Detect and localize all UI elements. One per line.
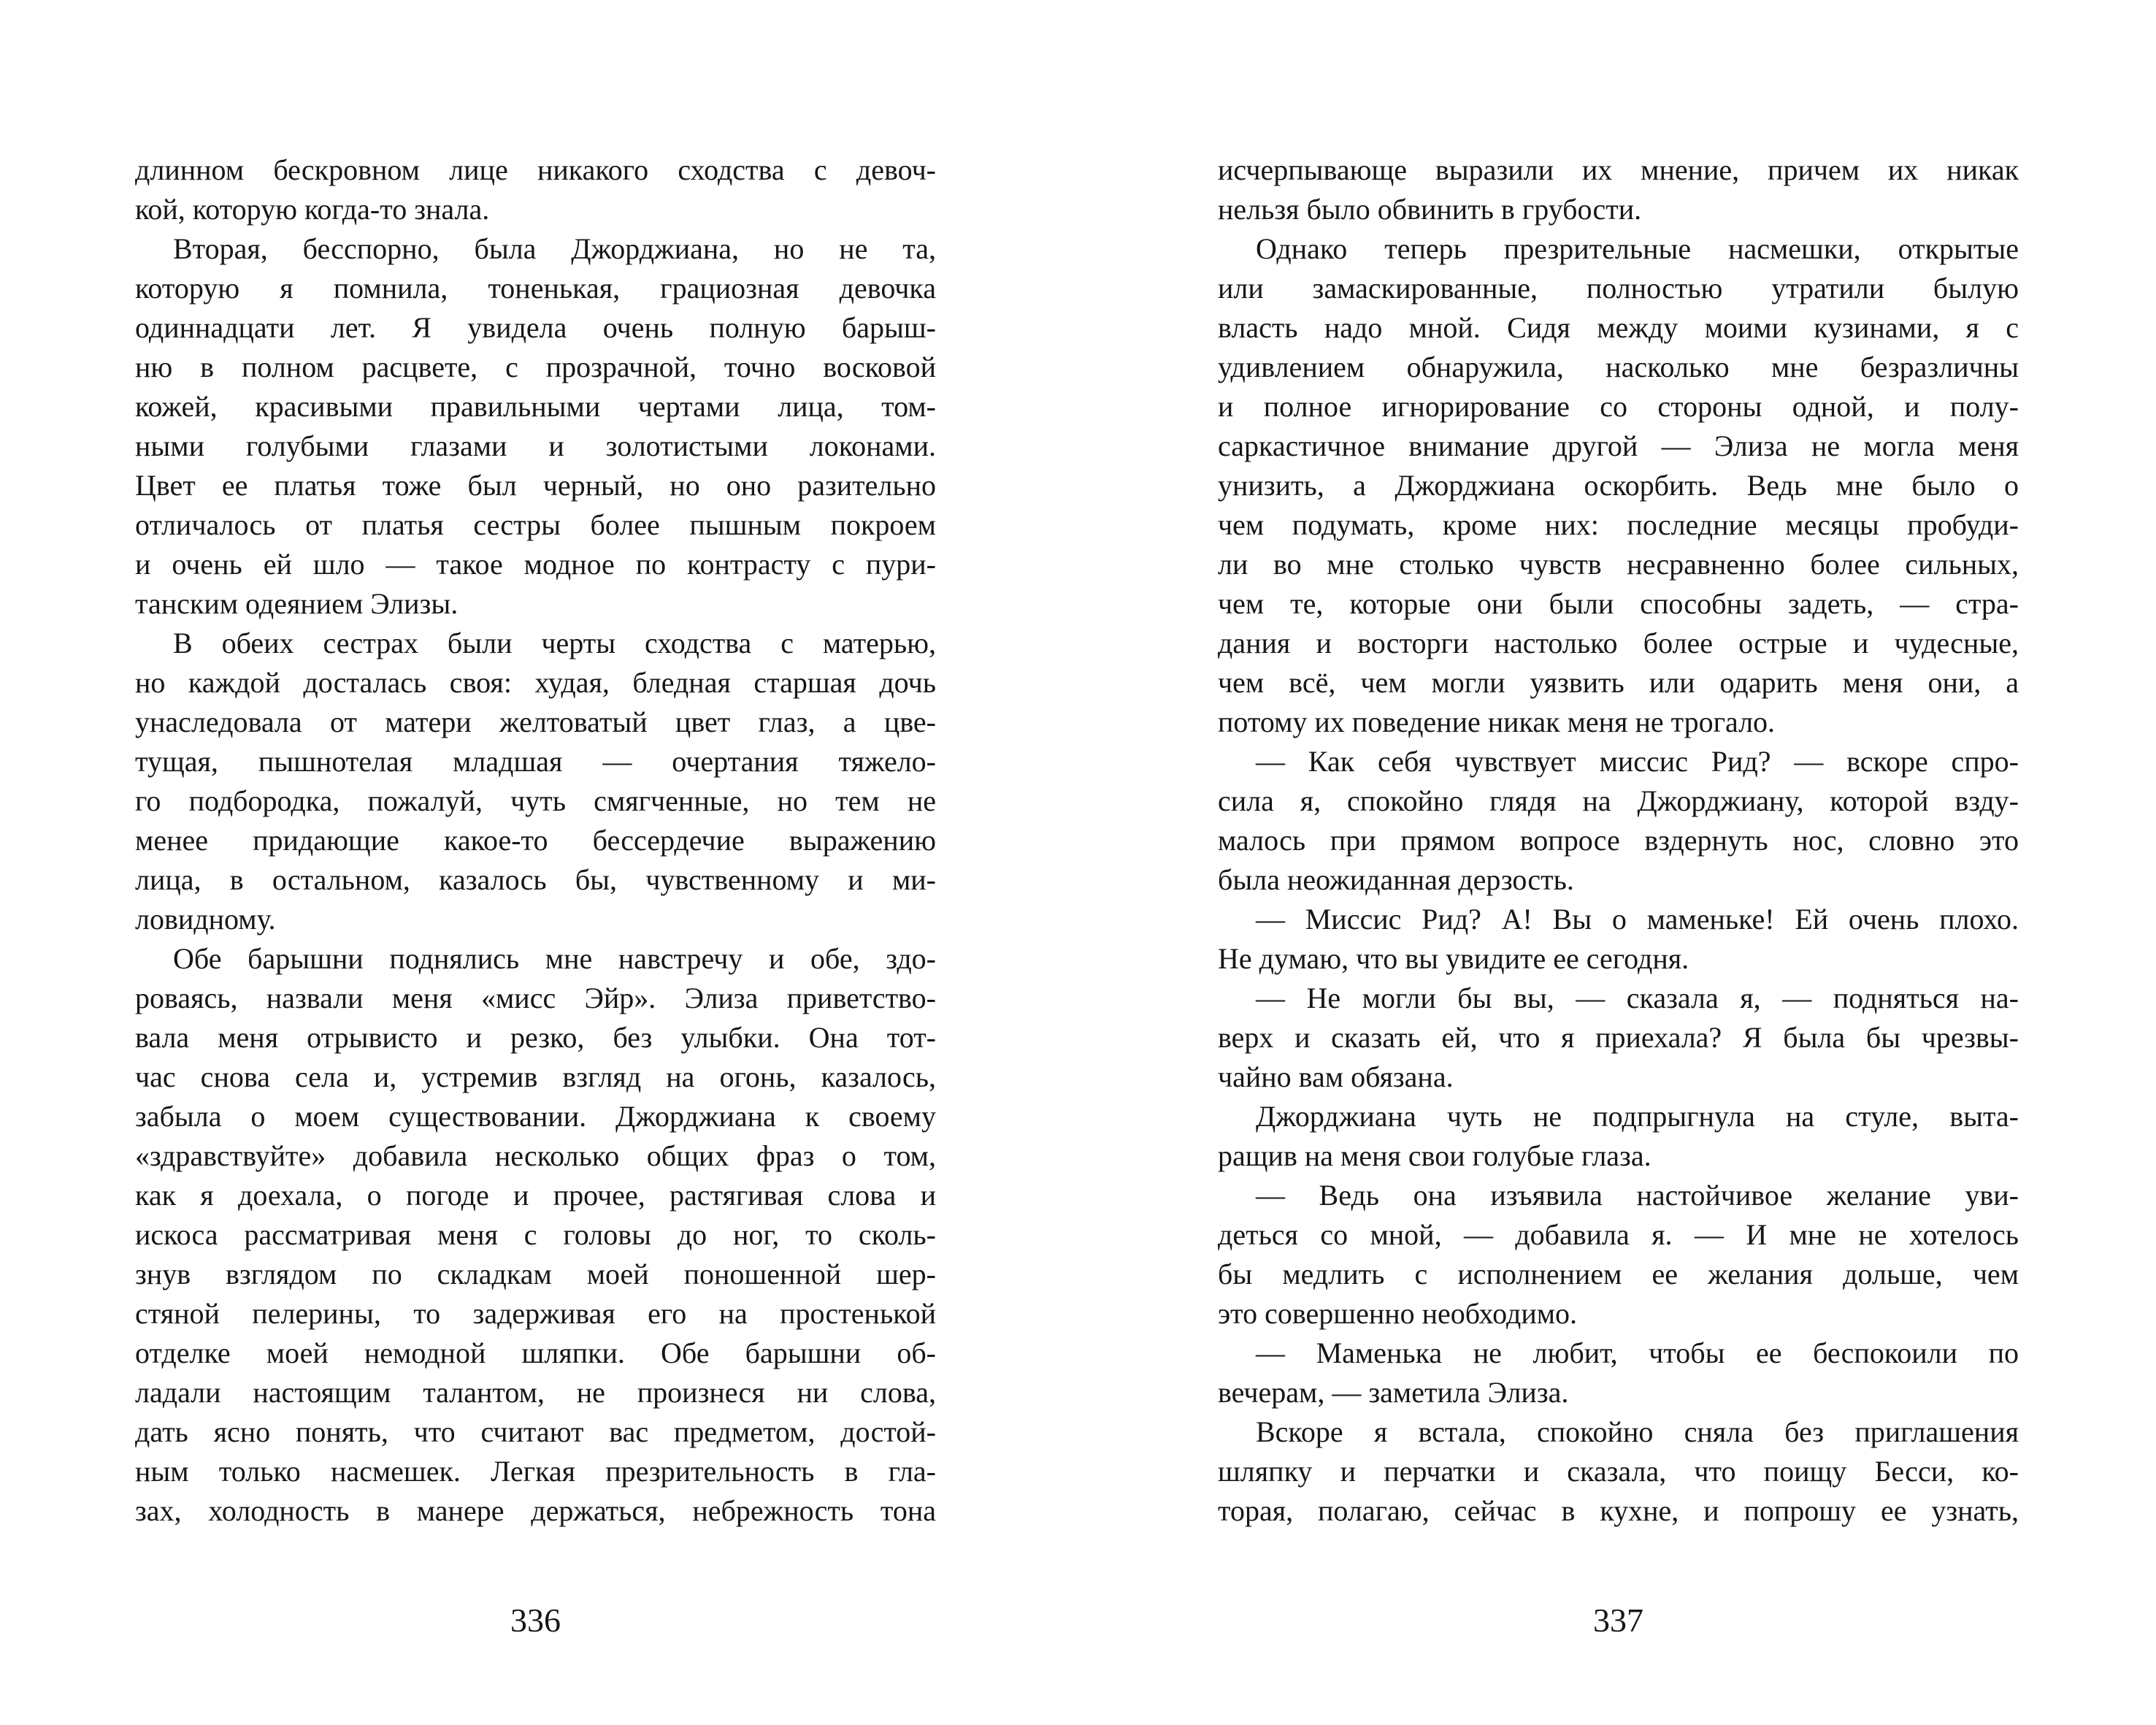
text-line: или замаскированные, полностью утратили былую — [1218, 272, 2019, 305]
page-number-right: 337 — [1593, 1602, 1643, 1639]
text-line: ращив на меня свои голубые глаза. — [1218, 1139, 1651, 1172]
text-line: унаследовала от матери желтоватый цвет глаз, а цве- — [135, 705, 936, 738]
text-line: ладали настоящим талантом, не произнеся ни слова, — [135, 1376, 936, 1409]
text-line: деться со мной, — добавила я. — И мне не хотелось — [1218, 1218, 2019, 1251]
text-line: стяной пелерины, то задерживая его на простенькой — [135, 1297, 936, 1330]
text-line: Обе барышни поднялись мне навстречу и обе, здо- — [173, 942, 936, 975]
text-line: чем подумать, кроме них: последние месяцы пробуди- — [1218, 508, 2019, 541]
text-line: саркастичное внимание другой — Элиза не могла меня — [1218, 429, 2019, 462]
text-line: дания и восторги настолько более острые и чудесные, — [1218, 627, 2019, 659]
text-line: Вскоре я встала, спокойно сняла без приглашения — [1256, 1415, 2019, 1448]
text-line: вала меня отрывисто и резко, без улыбки. Она тот- — [135, 1021, 936, 1054]
text-line: отличалось от платья сестры более пышным покроем — [135, 508, 936, 541]
text-line: знув взглядом по складкам моей поношенной шер- — [135, 1258, 936, 1290]
text-line: чем те, которые они были способны задеть, — стра- — [1218, 587, 2019, 620]
text-line: нельзя было обвинить в грубости. — [1218, 193, 1642, 226]
text-line: ловидному. — [135, 903, 276, 936]
text-line: Не думаю, что вы увидите ее сегодня. — [1218, 942, 1689, 975]
text-line: тущая, пышнотелая младшая — очертания тяжело- — [135, 745, 936, 778]
text-line: это совершенно необходимо. — [1218, 1297, 1578, 1330]
text-line: — Маменька не любит, чтобы ее беспокоили по — [1256, 1336, 2019, 1369]
text-line: — Не могли бы вы, — сказала я, — подняться на- — [1256, 982, 2019, 1014]
text-line: ным только насмешек. Легкая презрительность в гла- — [135, 1455, 936, 1488]
text-line: вечерам, — заметила Элиза. — [1218, 1376, 1569, 1409]
page-right-text-block — [1218, 150, 2019, 1531]
text-line: и очень ей шло — такое модное по контрасту с пури- — [135, 548, 936, 581]
text-line: искоса рассматривая меня с головы до ног, то сколь- — [135, 1218, 936, 1251]
page-number-left: 336 — [510, 1602, 561, 1639]
page-left — [135, 0, 936, 1725]
text-line: менее придающие какое-то бессердечие выражению — [135, 824, 936, 857]
text-line: удивлением обнаружила, насколько мне безразличны — [1218, 351, 2019, 383]
text-line: торая, полагаю, сейчас в кухне, и попрошу ее узнать, — [1218, 1494, 2019, 1527]
text-line: забыла о моем существовании. Джорджиана к своему — [135, 1100, 936, 1133]
text-line: но каждой досталась своя: худая, бледная старшая дочь — [135, 666, 936, 699]
text-line: малось при прямом вопросе вздернуть нос, словно это — [1218, 824, 2019, 857]
text-line: чем всё, чем могли уязвить или одарить меня они, а — [1218, 666, 2019, 699]
text-line: верх и сказать ей, что я приехала? Я была бы чрезвы- — [1218, 1021, 2019, 1054]
text-line: одиннадцати лет. Я увидела очень полную барыш- — [135, 311, 936, 344]
text-line: — Как себя чувствует миссис Рид? — вскоре спро- — [1256, 745, 2019, 778]
text-line: Цвет ее платья тоже был черный, но оно разительно — [135, 469, 936, 502]
text-line: как я доехала, о погоде и прочее, растягивая слова и — [135, 1179, 936, 1212]
text-line: зах, холодность в манере держаться, небрежность тона — [135, 1494, 936, 1527]
text-line: кой, которую когда-то знала. — [135, 193, 490, 226]
text-line: час снова села и, устремив взгляд на огонь, казалось, — [135, 1060, 936, 1093]
text-line: длинном бескровном лице никакого сходства с девоч- — [135, 153, 936, 186]
text-line: лица, в остальном, казалось бы, чувственному и ми- — [135, 863, 936, 896]
text-line: Однако теперь презрительные насмешки, открытые — [1256, 232, 2019, 265]
text-line: отделке моей немодной шляпки. Обе барышни об- — [135, 1336, 936, 1369]
text-line: — Миссис Рид? А! Вы о маменьке! Ей очень плохо. — [1256, 903, 2019, 936]
text-line: которую я помнила, тоненькая, грациозная девочка — [135, 272, 936, 305]
text-line: ню в полном расцвете, с прозрачной, точно восковой — [135, 351, 936, 383]
text-line: — Ведь она изъявила настойчивое желание уви- — [1256, 1179, 2019, 1212]
text-line: «здравствуйте» добавила несколько общих фраз о том, — [135, 1139, 936, 1172]
text-line: ли во мне столько чувств несравненно более сильных, — [1218, 548, 2019, 581]
text-line: бы медлить с исполнением ее желания дольше, чем — [1218, 1258, 2019, 1290]
text-line: танским одеянием Элизы. — [135, 587, 459, 620]
text-line: шляпку и перчатки и сказала, что поищу Бесси, ко- — [1218, 1455, 2019, 1488]
page-left-text-block — [135, 150, 936, 1531]
text-line: роваясь, назвали меня «мисс Эйр». Элиза приветство- — [135, 982, 936, 1014]
text-line: была неожиданная дерзость. — [1218, 863, 1574, 896]
text-line: сила я, спокойно глядя на Джорджиану, которой взду- — [1218, 784, 2019, 817]
text-line: власть надо мной. Сидя между моими кузинами, я с — [1218, 311, 2019, 344]
text-line: дать ясно понять, что считают вас предметом, достой- — [135, 1415, 936, 1448]
text-line: потому их поведение никак меня не трогало. — [1218, 705, 1776, 738]
text-line: унизить, а Джорджиана оскорбить. Ведь мне было о — [1218, 469, 2019, 502]
text-line: Вторая, бесспорно, была Джорджиана, но не та, — [173, 232, 936, 265]
text-line: и полное игнорирование со стороны одной, и полу- — [1218, 390, 2019, 423]
text-line: кожей, красивыми правильными чертами лица, том- — [135, 390, 936, 423]
text-line: исчерпывающе выразили их мнение, причем их никак — [1218, 153, 2019, 186]
text-line: го подбородка, пожалуй, чуть смягченные, но тем не — [135, 784, 936, 817]
text-line: ными голубыми глазами и золотистыми локонами. — [135, 429, 936, 462]
text-line: В обеих сестрах были черты сходства с матерью, — [173, 627, 936, 659]
text-line: Джорджиана чуть не подпрыгнула на стуле, выта- — [1256, 1100, 2019, 1133]
text-line: чайно вам обязана. — [1218, 1060, 1454, 1093]
page-right — [1218, 0, 2019, 1725]
